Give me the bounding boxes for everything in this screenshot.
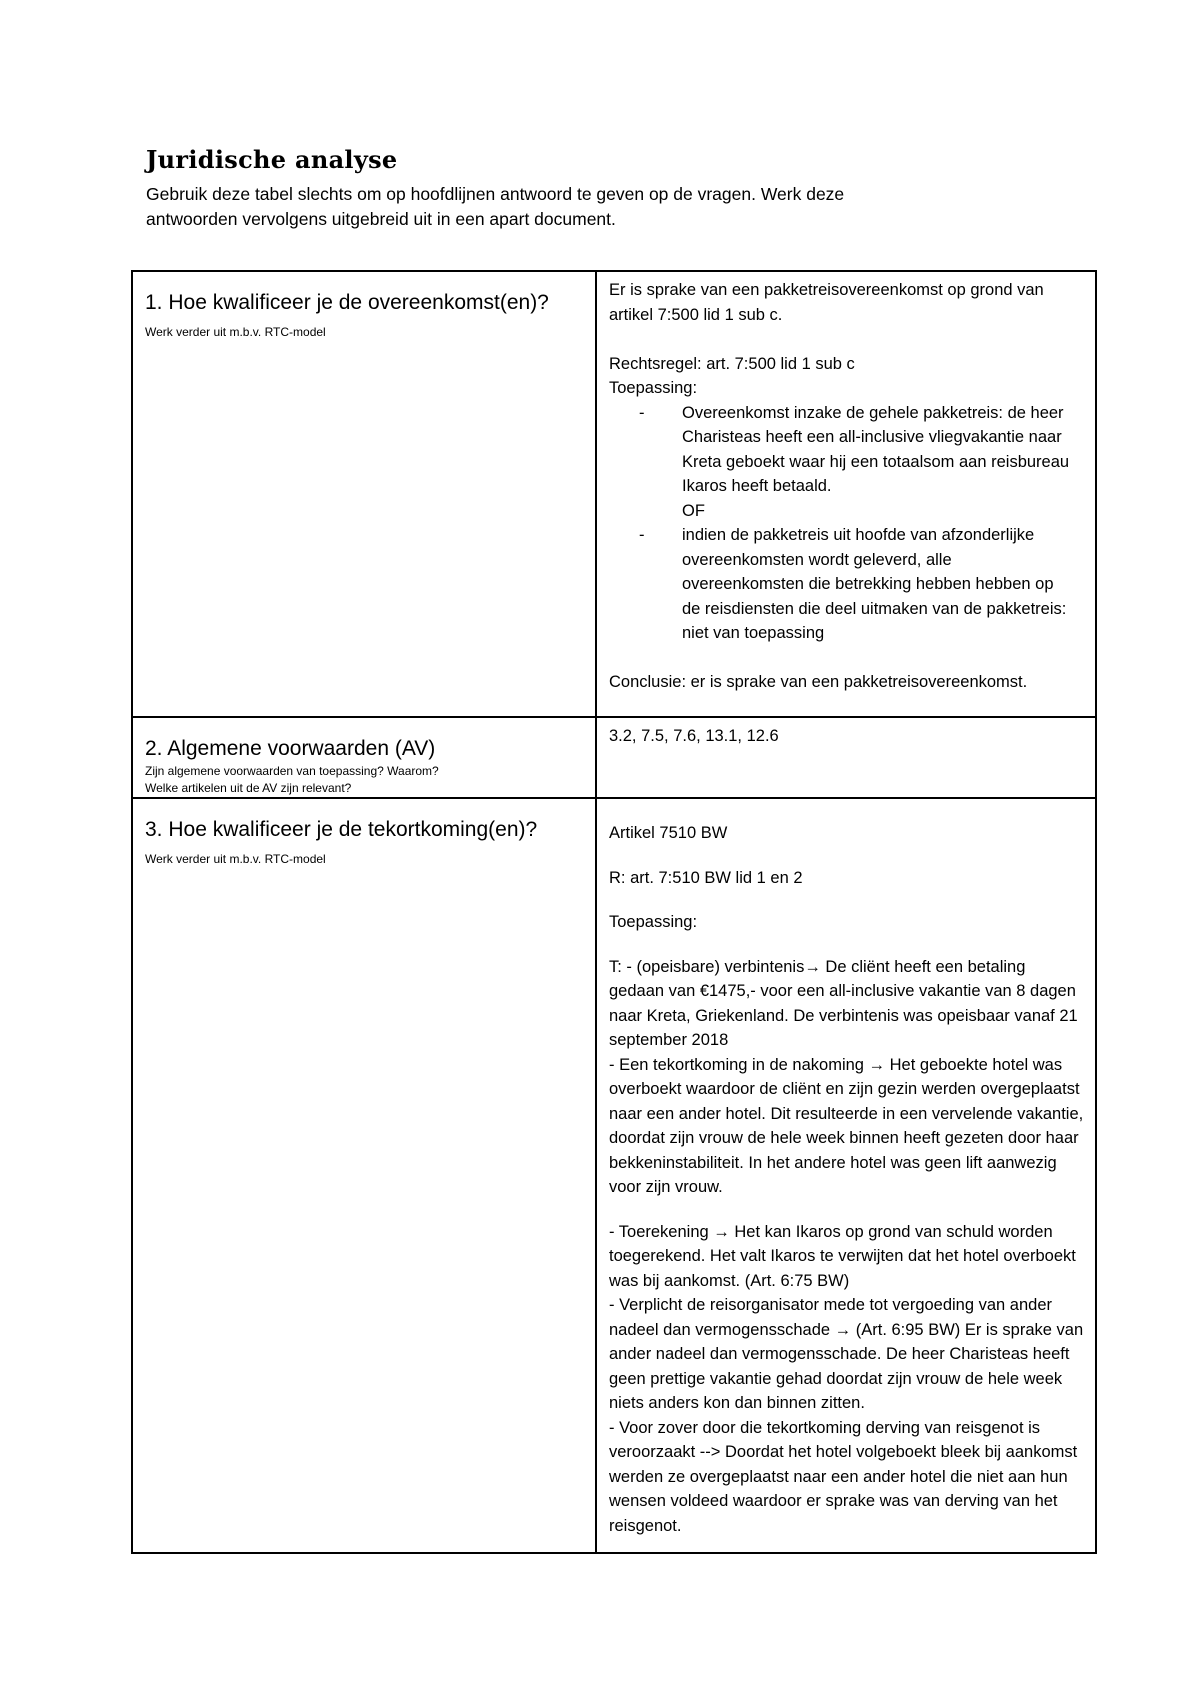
intro-line-2: antwoorden vervolgens uitgebreid uit in een apart document. <box>146 209 616 229</box>
list-item <box>609 401 1085 499</box>
answer-cell <box>596 271 1096 717</box>
answer-bullet-2: indien de pakketreis uit hoofde van afzonderlijke overeenkomsten wordt geleverd, alle overeenkomsten die betrekking hebben hebben op de reisdiensten die deel uitmaken van de pakketreis: niet van toepassing <box>682 526 1067 642</box>
question-title: 1. Hoe kwalificeer je de overeenkomst(en)? <box>145 291 549 314</box>
answer-conclusion: Conclusie: er is sprake van een pakketreisovereenkomst. <box>609 673 1028 691</box>
intro-line-1: Gebruik deze tabel slechts om op hoofdlijnen antwoord te geven op de vragen. Werk deze <box>146 184 845 204</box>
table-row <box>132 717 1096 798</box>
table-row <box>132 271 1096 717</box>
answer-line-3: Toepassing: <box>609 913 698 931</box>
answer-rule: Rechtsregel: art. 7:500 lid 1 sub c <box>609 354 855 373</box>
answer-cell <box>596 798 1096 1553</box>
answer-para-4: - Verplicht de reisorganisator mede tot vergoeding van ander nadeel dan vermogensschade → (Art. 6:95 BW) Er is sprake van ander nadeel dan vermogensschade. De heer Charisteas heeft geen prettige vakantie gehad doordat zijn vrouw de hele week niets anders kon dan binnen zitten. <box>609 1296 1084 1412</box>
answer-para-1: T: - (opeisbare) verbintenis→ De cliënt heeft een betaling gedaan van €1475,- voor een all-inclusive vakantie van 8 dagen naar Kreta, Griekenland. De verbintenis was opeisbaar vanaf 21 september 2018 <box>609 957 1078 1049</box>
analysis-table <box>131 270 1097 1554</box>
answer-para-2: - Een tekortkoming in de nakoming → Het geboekte hotel was overboekt waardoor de cliënt en zijn gezin werden overgeplaatst naar een ander hotel. Dit resulteerde in een vervelende vakantie, doordat zijn vrouw de hele week binnen heeft gezeten door haar bekkeninstabiliteit. In het andere hotel was geen lift aanwezig voor zijn vrouw. <box>609 1055 1084 1196</box>
page-title: Juridische analyse <box>146 145 398 174</box>
answer-line-1: Artikel 7510 BW <box>609 824 728 842</box>
answer-line-2: R: art. 7:510 BW lid 1 en 2 <box>609 868 803 887</box>
question-title: 3. Hoe kwalificeer je de tekortkoming(en)? <box>145 818 538 841</box>
question-note: Werk verder uit m.b.v. RTC-model <box>145 325 326 339</box>
answer-or: OF <box>682 501 705 520</box>
question-title: 2. Algemene voorwaarden (AV) <box>145 737 436 760</box>
bullet-dash: - <box>639 526 645 544</box>
answer-intro: Er is sprake van een pakketreisovereenkomst op grond van artikel 7:500 lid 1 sub c. <box>609 281 1044 324</box>
answer-para-5: - Voor zover door die tekortkoming derving van reisgenot is veroorzaakt --> Doordat het hotel volgeboekt bleek bij aankomst werden ze overgeplaatst naar een ander hotel die niet aan hun wensen voldeed waardoor er sprake was van derving van het reisgenot. <box>609 1418 1078 1535</box>
list-item <box>609 523 1085 646</box>
intro-text <box>146 182 1046 232</box>
question-cell <box>132 271 596 717</box>
question-note-1: Zijn algemene voorwaarden van toepassing? Waarom? <box>145 764 439 778</box>
question-note: Werk verder uit m.b.v. RTC-model <box>145 852 326 866</box>
answer-articles: 3.2, 7.5, 7.6, 13.1, 12.6 <box>609 727 779 745</box>
answer-application-label: Toepassing: <box>609 379 698 397</box>
question-cell <box>132 798 596 1553</box>
answer-para-3: - Toerekening → Het kan Ikaros op grond van schuld worden toegerekend. Het valt Ikaros te verwijten dat het hotel overboekt was bij aankomst. (Art. 6:75 BW) <box>609 1222 1076 1290</box>
question-note-2: Welke artikelen uit de AV zijn relevant? <box>145 781 352 795</box>
question-cell <box>132 717 596 798</box>
answer-cell <box>596 717 1096 798</box>
answer-bullet-1: Overeenkomst inzake de gehele pakketreis: de heer Charisteas heeft een all-inclusive vliegvakantie naar Kreta geboekt waar hij een totaalsom aan reisbureau Ikaros heeft betaald. <box>682 403 1070 495</box>
bullet-dash: - <box>639 403 645 422</box>
table-row <box>132 798 1096 1553</box>
